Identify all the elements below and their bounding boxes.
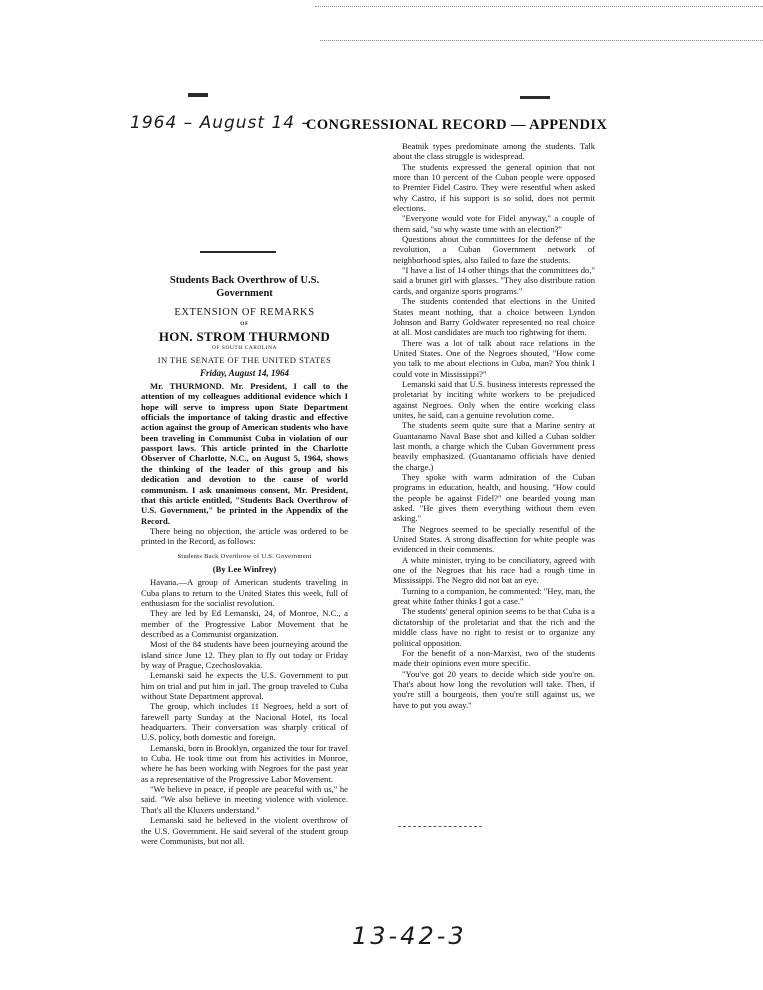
body-paragraph: The students seem quite sure that a Marine sentry at Guantanamo Naval Base shot and killed a Cuban soldier last month, a charge which the Cuban Government press heavily emphasized. (Guantanamo officials have denied the charge.): [393, 420, 595, 472]
handwritten-date: 1964 – August 14 –: [130, 113, 312, 133]
body-paragraph: Questions about the committees for the defense of the revolution, a Cuban Government network of neighborhood spies, also failed to faze the students.: [393, 234, 595, 265]
top-rule: [315, 6, 763, 7]
body-paragraph: For the benefit of a non-Marxist, two of the students made their opinions even more specific.: [393, 647, 595, 669]
body-paragraph: Lemanski, born in Brooklyn, organized the tour for travel to Cuba. He took time out from his activities in Monroe, where he has been working with Negroes for the past year as a representative of the Progressive Labor Movement.: [141, 742, 348, 784]
handwritten-file-number: 13-42-3: [352, 922, 467, 950]
byline: (By Lee Winfrey): [212, 563, 277, 574]
body-paragraph: Havana.—A group of American students traveling in Cuba plans to return to the United States this week, full of enthusiasm for the socialist revolution.: [141, 577, 348, 608]
left-column: [141, 274, 348, 846]
fold-mark-right: [520, 96, 550, 99]
top-rule-second: [320, 40, 763, 41]
article-title: Students Back Overthrow of U.S. Government: [169, 275, 320, 299]
body-paragraph: Lemanski said that U.S. business interests repressed the proletariat by inciting white workers to be prejudiced against Negroes. Only when the entire working class unites, he said, can a genuine revolution come.: [393, 378, 595, 420]
fold-mark-left: [188, 93, 208, 97]
body-paragraph: They are led by Ed Lemanski, 24, of Monroe, N.C., a member of the Progressive Labor Movement that he described as a Communist organization.: [141, 608, 348, 639]
right-column: [393, 141, 595, 710]
body-paragraph: Lemanski said he believed in the violent overthrow of the U.S. Government. He said several of the student group were Communists, but not all.: [141, 815, 348, 846]
body-paragraph: The students expressed the general opinion that not more than 10 percent of the Cuban people were opposed to Premier Fidel Castro. They were resentful when asked why Castro, if his support is so solid, does not permit elections.: [393, 161, 595, 214]
page-header-title: CONGRESSIONAL RECORD — APPENDIX: [306, 117, 608, 133]
chamber-line: IN THE SENATE OF THE UNITED STATES: [157, 355, 332, 366]
speaker-state: OF SOUTH CAROLINA: [211, 345, 278, 352]
intro-paragraph: There being no objection, the article was ordered to be printed in the Record, as follows:: [141, 525, 348, 547]
body-paragraph: They spoke with warm admiration of the Cuban programs in education, health, and housing. "How could the people be against Fidel?" one bearded young man asked. "He gives them everything without them even asking.": [393, 472, 595, 524]
body-paragraph: A white minister, trying to be conciliatory, agreed with one of the Negroes that his race had a rough time in Mississippi. The Negro did not bat an eye.: [393, 554, 595, 586]
body-paragraph: Most of the 84 students have been journeying around the island since June 12. They plan to fly out today or Friday by way of Prague, Czechoslovakia.: [141, 639, 348, 670]
speaker-name: HON. STROM THURMOND: [158, 328, 331, 344]
body-paragraph: The group, which includes 11 Negroes, held a sort of farewell party Sunday at the Nacional Hotel, its local headquarters. Their conversation was sharply critical of U.S. policy, both domestic and foreign.: [141, 701, 348, 743]
body-paragraph: Lemanski said he expects the U.S. Government to put him on trial and put him in jail. The group traveled to Cuba without State Department approval.: [141, 670, 348, 702]
speech-date: Friday, August 14, 1964: [199, 367, 290, 378]
body-paragraph: The Negroes seemed to be specially resentful of the United States. A strong disaffection for white people was evidenced in their comments.: [393, 523, 595, 555]
extension-heading: EXTENSION OF REMARKS: [174, 307, 315, 318]
reprint-title: Students Back Overthrow of U.S. Government: [177, 552, 312, 560]
title-rule: [200, 251, 276, 253]
of-label: OF: [240, 321, 249, 328]
body-paragraph: Turning to a companion, he commented: "Hey, man, the great white father thinks I got a case.": [393, 585, 595, 607]
body-paragraph: "You've got 20 years to decide which side you're on. That's about how long the revolution will take. Then, if you're still a bourgeois, then you're still against us, we have to put you away.": [393, 668, 595, 710]
body-paragraph: The students' general opinion seems to be that Cuba is a dictatorship of the proletariat and that the rich and the middle class have no right to resist or to organize any political opposition.: [393, 606, 595, 648]
intro-paragraph: Mr. THURMOND. Mr. President, I call to the attention of my colleagues additional evidence which I hope will serve to impress upon State Department officials the importance of taking drastic and effective action against the group of American students who have been traveling in Communist Cuba in violation of our passport laws. This article printed in the Charlotte Observer of Charlotte, N.C., on August 5, 1964, shows the thinking of the leader of this group and his dedication and devotion to the cause of world communism. I ask unanimous consent, Mr. President, that this article entitled, "Students Back Overthrow of U.S. Government," be printed in the Appendix of the Record.: [141, 381, 348, 526]
body-paragraph: "I have a list of 14 other things that the committees do," said a brunet girl with glasses. "They also distribute ration cards, and organize sports programs.": [393, 265, 595, 296]
body-paragraph: Beatnik types predominate among the students. Talk about the class struggle is widespread.: [393, 141, 595, 162]
body-paragraph: "Everyone would vote for Fidel anyway," a couple of them said, "so why waste time with an election?": [393, 213, 595, 234]
end-rule: [398, 826, 482, 827]
body-paragraph: The students contended that elections in the United States meant nothing, that a choice between Lyndon Johnson and Barry Goldwater represented no real choice at all. Most candidates are much too rightwing for them.: [393, 296, 595, 338]
body-paragraph: There was a lot of talk about race relations in the United States. One of the Negroes shouted, "How come you talk to me about elections in Cuba, man? You think I could vote in Mississippi?": [393, 337, 595, 379]
body-paragraph: "We believe in peace, if people are peaceful with us," he said. "We also believe in meeting violence with violence. That's all the Kluxers understand.": [141, 784, 348, 815]
